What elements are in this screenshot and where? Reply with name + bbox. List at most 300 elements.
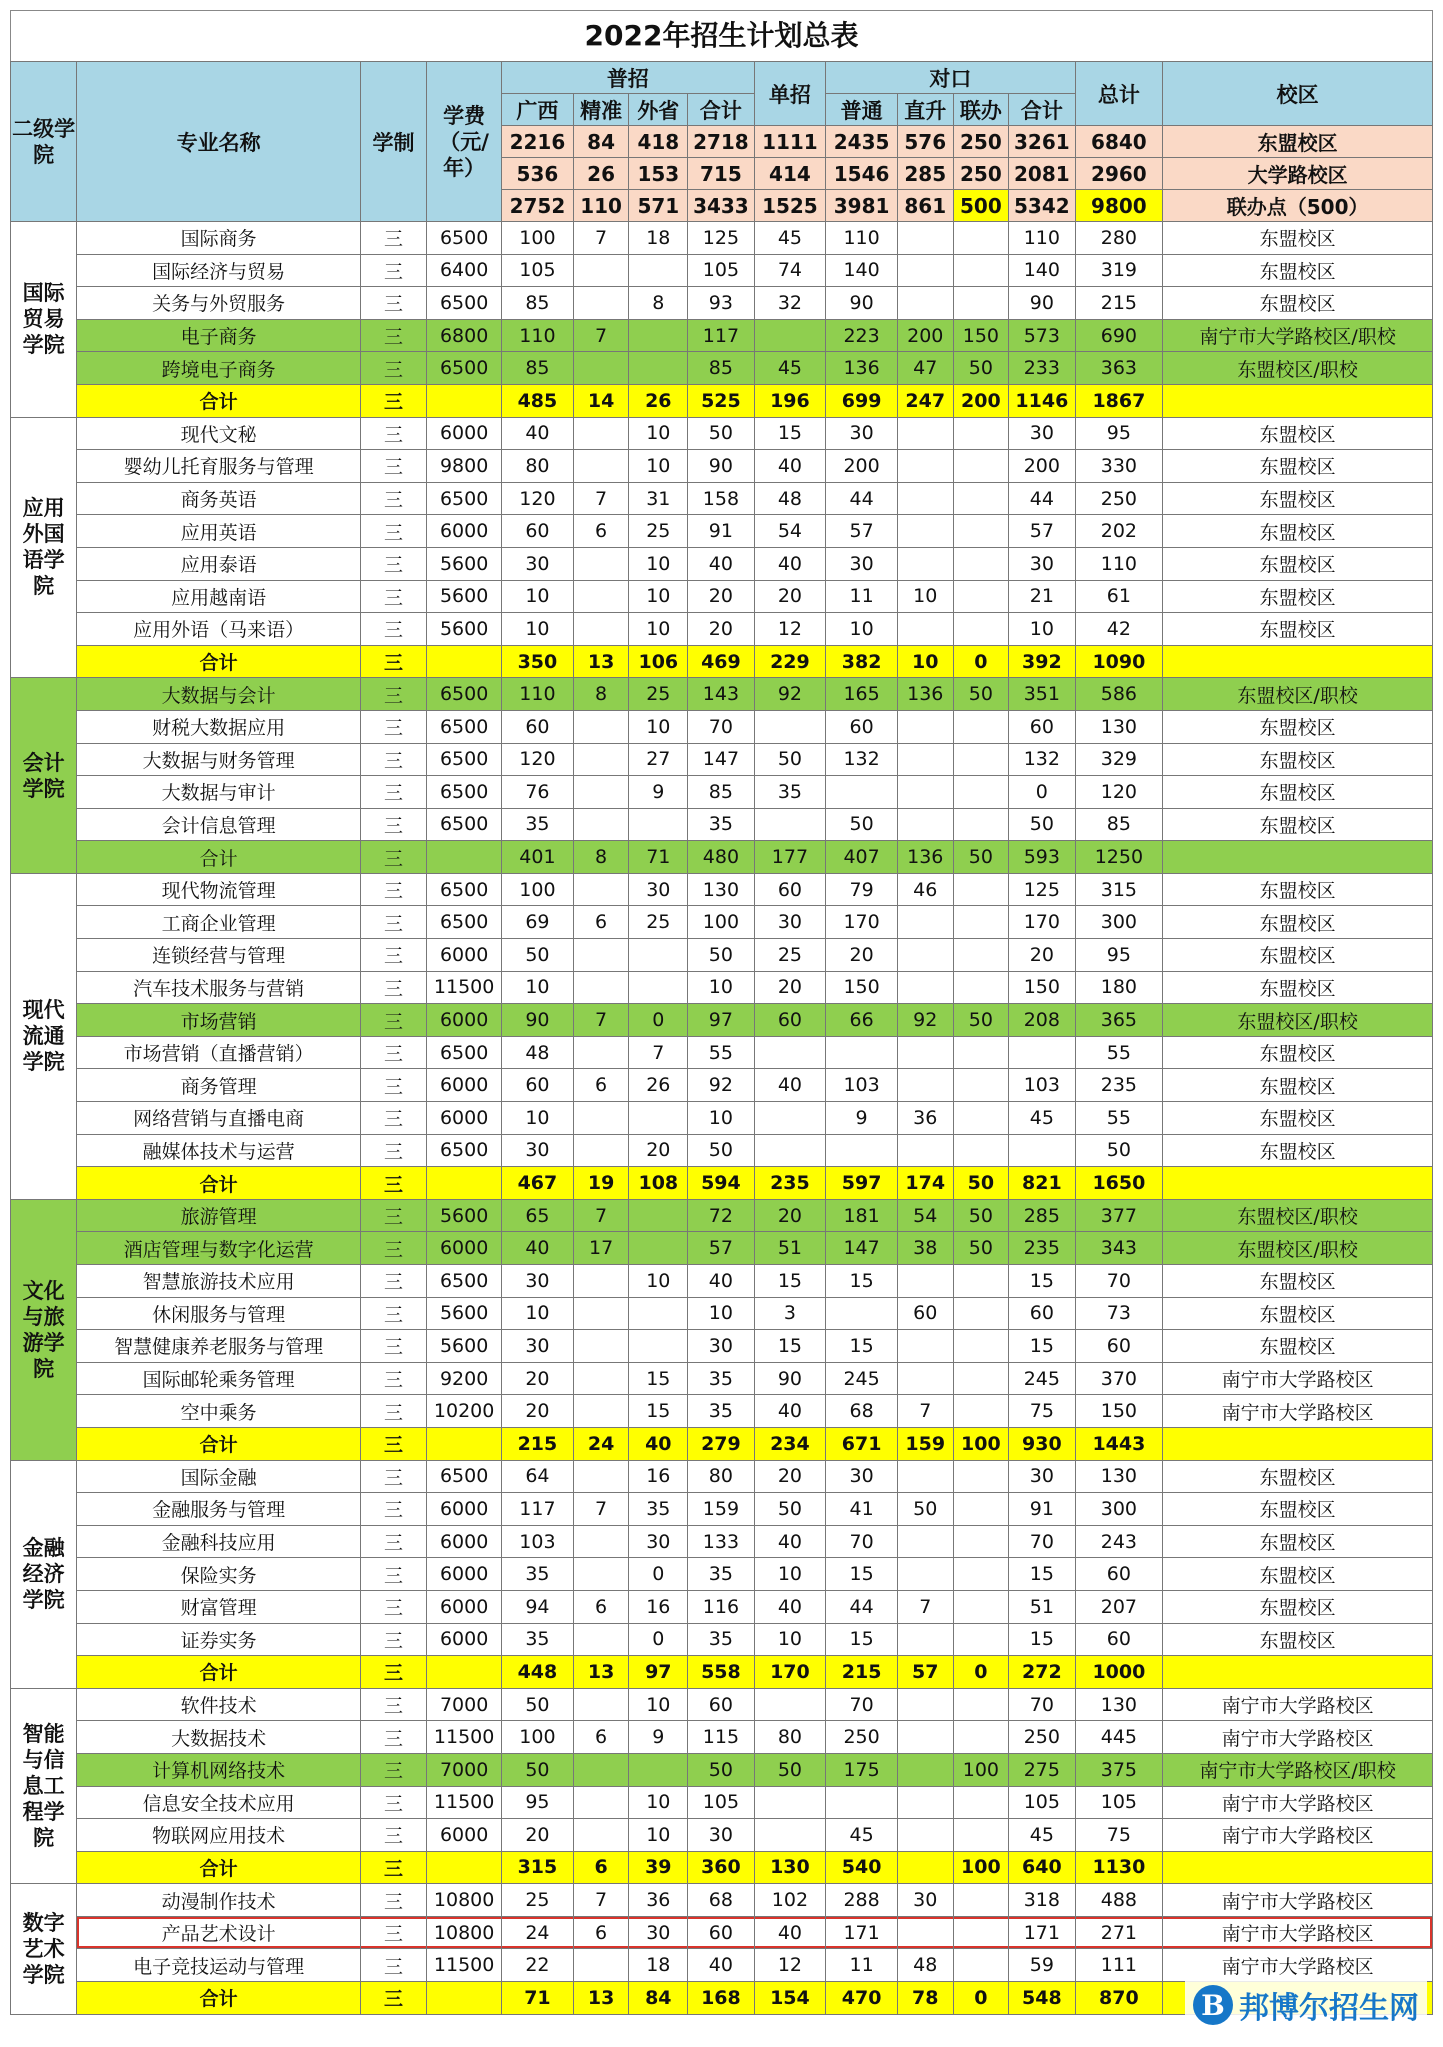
value-cell: 84 bbox=[629, 1982, 688, 2015]
duration-cell: 三 bbox=[360, 613, 426, 646]
fee-cell: 6800 bbox=[427, 319, 502, 352]
value-cell: 6 bbox=[573, 1916, 629, 1949]
value-cell: 35 bbox=[688, 1623, 754, 1656]
value-cell: 15 bbox=[1009, 1330, 1075, 1363]
value-cell bbox=[953, 808, 1009, 841]
value-cell bbox=[953, 1623, 1009, 1656]
value-cell: 18 bbox=[629, 222, 688, 255]
fee-cell: 10200 bbox=[427, 1395, 502, 1428]
value-cell bbox=[953, 1721, 1009, 1754]
value-cell: 73 bbox=[1075, 1297, 1163, 1330]
value-cell: 245 bbox=[1009, 1362, 1075, 1395]
campus-cell: 东盟校区 bbox=[1163, 613, 1433, 646]
value-cell: 19 bbox=[573, 1167, 629, 1200]
campus-cell: 东盟校区 bbox=[1163, 1590, 1433, 1623]
value-cell: 59 bbox=[1009, 1949, 1075, 1982]
value-cell bbox=[826, 1786, 898, 1819]
summary-cell: 6840 bbox=[1075, 126, 1163, 158]
fee-cell: 6500 bbox=[427, 808, 502, 841]
value-cell: 0 bbox=[629, 1004, 688, 1037]
summary-cell: 1525 bbox=[754, 190, 826, 222]
campus-cell: 南宁市大学路校区 bbox=[1163, 1884, 1433, 1917]
value-cell bbox=[897, 1916, 953, 1949]
value-cell: 60 bbox=[1009, 1297, 1075, 1330]
fee-cell: 6500 bbox=[427, 1036, 502, 1069]
campus-cell: 东盟校区 bbox=[1163, 1493, 1433, 1526]
table-row bbox=[11, 1688, 1433, 1721]
table-row bbox=[11, 1558, 1433, 1591]
duration-cell: 三 bbox=[360, 1232, 426, 1265]
value-cell: 50 bbox=[754, 1493, 826, 1526]
major-name: 融媒体技术与运营 bbox=[77, 1134, 361, 1167]
value-cell: 10 bbox=[1009, 613, 1075, 646]
duration-cell: 三 bbox=[360, 1884, 426, 1917]
value-cell: 20 bbox=[688, 613, 754, 646]
major-name: 应用越南语 bbox=[77, 580, 361, 613]
value-cell: 50 bbox=[688, 939, 754, 972]
major-name: 会计信息管理 bbox=[77, 808, 361, 841]
value-cell bbox=[897, 971, 953, 1004]
value-cell bbox=[953, 547, 1009, 580]
table-row bbox=[11, 1721, 1433, 1754]
value-cell bbox=[573, 1297, 629, 1330]
value-cell: 573 bbox=[1009, 319, 1075, 352]
table-row bbox=[11, 254, 1433, 287]
value-cell bbox=[826, 1297, 898, 1330]
campus-cell: 东盟校区 bbox=[1163, 287, 1433, 320]
major-name: 国际经济与贸易 bbox=[77, 254, 361, 287]
value-cell: 288 bbox=[826, 1884, 898, 1917]
value-cell bbox=[573, 254, 629, 287]
value-cell: 20 bbox=[1009, 939, 1075, 972]
value-cell bbox=[573, 808, 629, 841]
duration-cell: 三 bbox=[360, 1395, 426, 1428]
value-cell: 100 bbox=[953, 1753, 1009, 1786]
summary-cell: 500 bbox=[953, 190, 1009, 222]
value-cell: 10 bbox=[629, 1819, 688, 1852]
college-name: 金融经济学院 bbox=[11, 1460, 77, 1688]
header-fee: 学费（元/年） bbox=[427, 62, 502, 222]
value-cell: 65 bbox=[502, 1199, 574, 1232]
value-cell: 20 bbox=[754, 1460, 826, 1493]
campus-cell: 南宁市大学路校区 bbox=[1163, 1362, 1433, 1395]
value-cell: 10 bbox=[502, 971, 574, 1004]
table-row bbox=[11, 1525, 1433, 1558]
value-cell: 76 bbox=[502, 776, 574, 809]
duration-cell: 三 bbox=[360, 287, 426, 320]
value-cell: 30 bbox=[1009, 1460, 1075, 1493]
value-cell: 60 bbox=[502, 1069, 574, 1102]
value-cell: 158 bbox=[688, 482, 754, 515]
value-cell: 469 bbox=[688, 645, 754, 678]
major-name: 合计 bbox=[77, 645, 361, 678]
campus-cell: 南宁市大学路校区 bbox=[1163, 1786, 1433, 1819]
campus-cell: 东盟校区 bbox=[1163, 1330, 1433, 1363]
summary-campus: 大学路校区 bbox=[1163, 158, 1433, 190]
value-cell: 71 bbox=[502, 1982, 574, 2015]
value-cell: 200 bbox=[826, 450, 898, 483]
duration-cell: 三 bbox=[360, 1427, 426, 1460]
value-cell bbox=[897, 417, 953, 450]
summary-cell: 536 bbox=[502, 158, 574, 190]
value-cell: 215 bbox=[826, 1656, 898, 1689]
value-cell bbox=[754, 319, 826, 352]
value-cell: 300 bbox=[1075, 906, 1163, 939]
table-row bbox=[11, 1460, 1433, 1493]
major-name: 商务管理 bbox=[77, 1069, 361, 1102]
value-cell bbox=[629, 319, 688, 352]
table-row bbox=[11, 482, 1433, 515]
value-cell: 120 bbox=[502, 743, 574, 776]
value-cell bbox=[953, 482, 1009, 515]
value-cell: 40 bbox=[688, 1949, 754, 1982]
value-cell: 40 bbox=[502, 1232, 574, 1265]
major-name: 智慧健康养老服务与管理 bbox=[77, 1330, 361, 1363]
value-cell bbox=[953, 1590, 1009, 1623]
campus-cell bbox=[1163, 645, 1433, 678]
value-cell bbox=[573, 1395, 629, 1428]
value-cell: 85 bbox=[688, 352, 754, 385]
value-cell: 200 bbox=[953, 384, 1009, 417]
fee-cell: 6500 bbox=[427, 743, 502, 776]
value-cell: 6 bbox=[573, 906, 629, 939]
watermark-logo-icon: B bbox=[1193, 1985, 1233, 2025]
value-cell: 50 bbox=[953, 841, 1009, 874]
value-cell: 60 bbox=[1009, 710, 1075, 743]
summary-cell: 153 bbox=[629, 158, 688, 190]
value-cell: 485 bbox=[502, 384, 574, 417]
value-cell: 70 bbox=[826, 1688, 898, 1721]
duration-cell: 三 bbox=[360, 1558, 426, 1591]
value-cell: 10 bbox=[688, 971, 754, 1004]
value-cell: 250 bbox=[826, 1721, 898, 1754]
table-row bbox=[11, 1916, 1433, 1949]
fee-cell: 6000 bbox=[427, 417, 502, 450]
value-cell: 55 bbox=[688, 1036, 754, 1069]
value-cell: 26 bbox=[629, 384, 688, 417]
major-name: 空中乘务 bbox=[77, 1395, 361, 1428]
value-cell: 16 bbox=[629, 1590, 688, 1623]
value-cell bbox=[953, 515, 1009, 548]
value-cell: 640 bbox=[1009, 1851, 1075, 1884]
value-cell: 70 bbox=[688, 710, 754, 743]
value-cell: 233 bbox=[1009, 352, 1075, 385]
value-cell: 154 bbox=[754, 1982, 826, 2015]
value-cell: 1130 bbox=[1075, 1851, 1163, 1884]
fee-cell: 10800 bbox=[427, 1884, 502, 1917]
value-cell: 300 bbox=[1075, 1493, 1163, 1526]
value-cell bbox=[754, 1036, 826, 1069]
value-cell: 318 bbox=[1009, 1884, 1075, 1917]
duration-cell: 三 bbox=[360, 841, 426, 874]
major-name: 智慧旅游技术应用 bbox=[77, 1265, 361, 1298]
value-cell: 50 bbox=[688, 1134, 754, 1167]
value-cell bbox=[573, 1688, 629, 1721]
value-cell: 95 bbox=[1075, 417, 1163, 450]
major-name: 计算机网络技术 bbox=[77, 1753, 361, 1786]
value-cell: 7 bbox=[573, 319, 629, 352]
value-cell bbox=[629, 939, 688, 972]
duration-cell: 三 bbox=[360, 1753, 426, 1786]
college-name: 应用外国语学院 bbox=[11, 417, 77, 678]
value-cell bbox=[897, 254, 953, 287]
value-cell bbox=[953, 1460, 1009, 1493]
value-cell: 7 bbox=[573, 222, 629, 255]
value-cell: 25 bbox=[629, 515, 688, 548]
value-cell bbox=[897, 710, 953, 743]
value-cell: 48 bbox=[754, 482, 826, 515]
value-cell: 1650 bbox=[1075, 1167, 1163, 1200]
value-cell: 40 bbox=[629, 1427, 688, 1460]
duration-cell: 三 bbox=[360, 1460, 426, 1493]
value-cell bbox=[897, 613, 953, 646]
value-cell bbox=[573, 1753, 629, 1786]
table-row bbox=[11, 1590, 1433, 1623]
major-name: 市场营销（直播营销） bbox=[77, 1036, 361, 1069]
campus-cell: 东盟校区 bbox=[1163, 515, 1433, 548]
value-cell: 1250 bbox=[1075, 841, 1163, 874]
value-cell: 14 bbox=[573, 384, 629, 417]
value-cell: 540 bbox=[826, 1851, 898, 1884]
value-cell: 35 bbox=[688, 808, 754, 841]
value-cell bbox=[897, 776, 953, 809]
value-cell: 100 bbox=[502, 873, 574, 906]
watermark bbox=[1185, 1979, 1427, 2031]
enrollment-table bbox=[10, 61, 1433, 2015]
subtotal-row bbox=[11, 384, 1433, 417]
header-sub: 广西 bbox=[502, 94, 574, 126]
value-cell: 41 bbox=[826, 1493, 898, 1526]
value-cell: 50 bbox=[688, 1753, 754, 1786]
value-cell: 10 bbox=[688, 1297, 754, 1330]
value-cell bbox=[953, 1819, 1009, 1852]
value-cell: 250 bbox=[1075, 482, 1163, 515]
value-cell: 125 bbox=[688, 222, 754, 255]
value-cell: 13 bbox=[573, 1656, 629, 1689]
value-cell bbox=[573, 613, 629, 646]
value-cell: 93 bbox=[688, 287, 754, 320]
fee-cell: 6500 bbox=[427, 1134, 502, 1167]
value-cell: 133 bbox=[688, 1525, 754, 1558]
value-cell: 586 bbox=[1075, 678, 1163, 711]
value-cell bbox=[754, 1819, 826, 1852]
value-cell: 170 bbox=[826, 906, 898, 939]
value-cell bbox=[573, 1330, 629, 1363]
value-cell: 1090 bbox=[1075, 645, 1163, 678]
value-cell: 69 bbox=[502, 906, 574, 939]
campus-cell: 东盟校区/职校 bbox=[1163, 352, 1433, 385]
value-cell: 30 bbox=[826, 417, 898, 450]
value-cell: 115 bbox=[688, 1721, 754, 1754]
fee-cell: 6500 bbox=[427, 873, 502, 906]
major-name: 国际邮轮乘务管理 bbox=[77, 1362, 361, 1395]
value-cell: 401 bbox=[502, 841, 574, 874]
value-cell: 821 bbox=[1009, 1167, 1075, 1200]
value-cell: 20 bbox=[502, 1395, 574, 1428]
value-cell: 10 bbox=[629, 450, 688, 483]
value-cell: 15 bbox=[826, 1330, 898, 1363]
fee-cell bbox=[427, 645, 502, 678]
value-cell: 17 bbox=[573, 1232, 629, 1265]
value-cell: 250 bbox=[1009, 1721, 1075, 1754]
campus-cell: 东盟校区 bbox=[1163, 417, 1433, 450]
value-cell bbox=[953, 1297, 1009, 1330]
duration-cell: 三 bbox=[360, 1851, 426, 1884]
value-cell: 108 bbox=[629, 1167, 688, 1200]
value-cell: 40 bbox=[754, 1590, 826, 1623]
value-cell: 208 bbox=[1009, 1004, 1075, 1037]
value-cell: 30 bbox=[502, 1134, 574, 1167]
duration-cell: 三 bbox=[360, 450, 426, 483]
campus-cell: 南宁市大学路校区 bbox=[1163, 1688, 1433, 1721]
campus-cell: 南宁市大学路校区/职校 bbox=[1163, 1753, 1433, 1786]
value-cell: 91 bbox=[1009, 1493, 1075, 1526]
value-cell bbox=[573, 417, 629, 450]
value-cell: 50 bbox=[502, 939, 574, 972]
value-cell: 48 bbox=[502, 1036, 574, 1069]
major-name: 合计 bbox=[77, 384, 361, 417]
fee-cell: 5600 bbox=[427, 580, 502, 613]
value-cell: 130 bbox=[688, 873, 754, 906]
value-cell bbox=[953, 1036, 1009, 1069]
fee-cell: 6500 bbox=[427, 287, 502, 320]
value-cell bbox=[953, 1525, 1009, 1558]
table-row bbox=[11, 1199, 1433, 1232]
value-cell: 57 bbox=[826, 515, 898, 548]
duration-cell: 三 bbox=[360, 254, 426, 287]
campus-cell: 东盟校区 bbox=[1163, 743, 1433, 776]
value-cell: 40 bbox=[754, 450, 826, 483]
value-cell: 51 bbox=[1009, 1590, 1075, 1623]
table-row bbox=[11, 808, 1433, 841]
value-cell bbox=[953, 873, 1009, 906]
value-cell: 7 bbox=[897, 1590, 953, 1623]
value-cell: 85 bbox=[502, 352, 574, 385]
value-cell: 116 bbox=[688, 1590, 754, 1623]
value-cell bbox=[573, 352, 629, 385]
value-cell bbox=[953, 743, 1009, 776]
value-cell: 9 bbox=[629, 776, 688, 809]
value-cell: 363 bbox=[1075, 352, 1163, 385]
value-cell bbox=[573, 1102, 629, 1135]
value-cell: 105 bbox=[688, 1786, 754, 1819]
value-cell: 36 bbox=[629, 1884, 688, 1917]
value-cell: 271 bbox=[1075, 1916, 1163, 1949]
value-cell: 60 bbox=[502, 515, 574, 548]
value-cell: 690 bbox=[1075, 319, 1163, 352]
header-sub: 精准 bbox=[573, 94, 629, 126]
value-cell bbox=[629, 1102, 688, 1135]
table-row bbox=[11, 710, 1433, 743]
campus-cell: 东盟校区 bbox=[1163, 1134, 1433, 1167]
fee-cell: 6000 bbox=[427, 1493, 502, 1526]
value-cell bbox=[573, 1525, 629, 1558]
value-cell: 45 bbox=[826, 1819, 898, 1852]
value-cell bbox=[953, 710, 1009, 743]
value-cell bbox=[953, 1265, 1009, 1298]
value-cell: 15 bbox=[754, 1265, 826, 1298]
value-cell: 467 bbox=[502, 1167, 574, 1200]
major-name: 金融服务与管理 bbox=[77, 1493, 361, 1526]
value-cell bbox=[897, 547, 953, 580]
value-cell: 50 bbox=[1075, 1134, 1163, 1167]
value-cell: 110 bbox=[826, 222, 898, 255]
value-cell: 10 bbox=[502, 1297, 574, 1330]
value-cell: 50 bbox=[754, 1753, 826, 1786]
fee-cell: 5600 bbox=[427, 1199, 502, 1232]
value-cell: 7 bbox=[573, 482, 629, 515]
value-cell: 10 bbox=[629, 417, 688, 450]
campus-cell: 东盟校区 bbox=[1163, 1297, 1433, 1330]
value-cell: 95 bbox=[1075, 939, 1163, 972]
value-cell: 30 bbox=[688, 1819, 754, 1852]
duration-cell: 三 bbox=[360, 1330, 426, 1363]
duration-cell: 三 bbox=[360, 906, 426, 939]
fee-cell bbox=[427, 1851, 502, 1884]
value-cell: 319 bbox=[1075, 254, 1163, 287]
major-name: 电子商务 bbox=[77, 319, 361, 352]
value-cell bbox=[953, 1916, 1009, 1949]
value-cell bbox=[953, 222, 1009, 255]
campus-cell: 东盟校区 bbox=[1163, 776, 1433, 809]
value-cell: 130 bbox=[1075, 710, 1163, 743]
college-name: 数字艺术学院 bbox=[11, 1884, 77, 2014]
value-cell bbox=[897, 1362, 953, 1395]
campus-cell: 东盟校区 bbox=[1163, 450, 1433, 483]
value-cell: 12 bbox=[754, 613, 826, 646]
value-cell bbox=[953, 939, 1009, 972]
value-cell bbox=[953, 1134, 1009, 1167]
value-cell: 80 bbox=[502, 450, 574, 483]
value-cell bbox=[897, 1753, 953, 1786]
value-cell: 377 bbox=[1075, 1199, 1163, 1232]
value-cell: 448 bbox=[502, 1656, 574, 1689]
value-cell: 91 bbox=[688, 515, 754, 548]
fee-cell: 6000 bbox=[427, 1590, 502, 1623]
value-cell: 315 bbox=[502, 1851, 574, 1884]
value-cell: 44 bbox=[826, 482, 898, 515]
value-cell: 40 bbox=[688, 547, 754, 580]
value-cell: 100 bbox=[953, 1427, 1009, 1460]
value-cell bbox=[629, 1330, 688, 1363]
value-cell: 10 bbox=[502, 1102, 574, 1135]
subtotal-row bbox=[11, 1427, 1433, 1460]
value-cell: 46 bbox=[897, 873, 953, 906]
value-cell: 30 bbox=[826, 547, 898, 580]
value-cell: 42 bbox=[1075, 613, 1163, 646]
table-row bbox=[11, 1395, 1433, 1428]
value-cell: 30 bbox=[502, 1265, 574, 1298]
summary-cell: 2718 bbox=[688, 126, 754, 158]
value-cell: 30 bbox=[629, 873, 688, 906]
value-cell: 10 bbox=[629, 613, 688, 646]
campus-cell: 东盟校区 bbox=[1163, 580, 1433, 613]
major-name: 软件技术 bbox=[77, 1688, 361, 1721]
value-cell: 120 bbox=[1075, 776, 1163, 809]
major-name: 跨境电子商务 bbox=[77, 352, 361, 385]
major-name: 合计 bbox=[77, 1851, 361, 1884]
value-cell: 117 bbox=[502, 1493, 574, 1526]
value-cell: 70 bbox=[1075, 1265, 1163, 1298]
table-row bbox=[11, 776, 1433, 809]
summary-cell: 285 bbox=[897, 158, 953, 190]
value-cell: 9 bbox=[826, 1102, 898, 1135]
value-cell: 105 bbox=[688, 254, 754, 287]
value-cell: 70 bbox=[1009, 1688, 1075, 1721]
value-cell: 143 bbox=[688, 678, 754, 711]
major-name: 电子竞技运动与管理 bbox=[77, 1949, 361, 1982]
value-cell bbox=[629, 1753, 688, 1786]
